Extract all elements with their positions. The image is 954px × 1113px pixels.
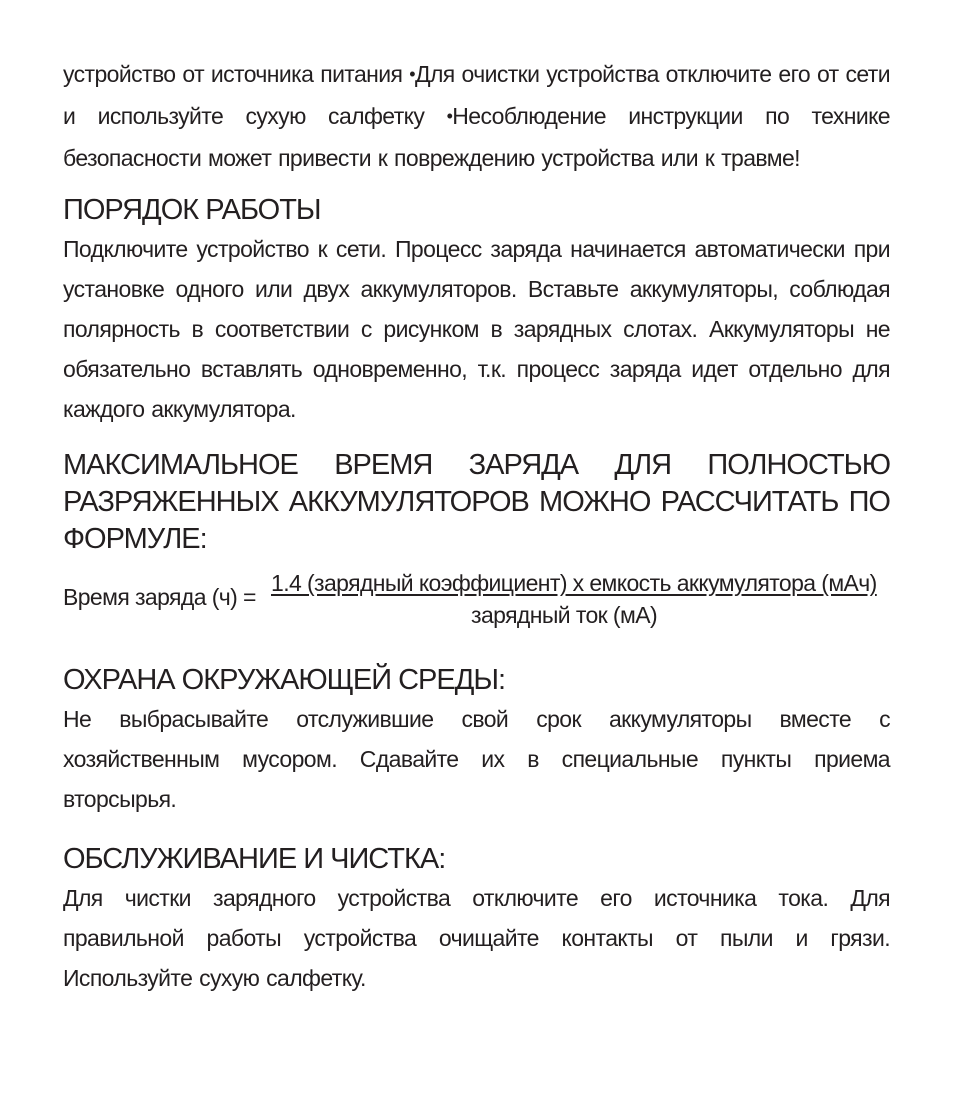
intro-paragraph (63, 54, 890, 178)
manual-page (63, 54, 890, 998)
intro-text-3: Несоблюдение инструкции по технике безопасности может привести к повреждению устройства или к травме! (63, 103, 890, 171)
section-text-order: Подключите устройство к сети. Процесс заряда начинается автоматически при установке одного или двух аккумуляторов. Вставьте аккумуляторы, соблюдая полярность в соответствии с рисунком в зарядных слотах. Аккумуляторы не обязательно вставлять одновременно, т.к. процесс заряда идет отдельно для каждого аккумулятора. (63, 236, 890, 422)
formula-numerator: 1.4 (зарядный коэффициент) х емкость аккумулятора (мАч) (271, 570, 877, 596)
charge-time-formula (63, 564, 890, 638)
section-text-maintenance: Для чистки зарядного устройства отключите его источника тока. Для правильной работы устройства очищайте контакты от пыли и грязи. Используйте сухую салфетку. (63, 885, 890, 991)
formula-label: Время заряда (ч) = (63, 584, 256, 610)
intro-text-1: устройство от источника питания (63, 61, 410, 87)
bullet-icon: • (409, 64, 415, 84)
bullet-icon: • (446, 106, 453, 126)
section-heading-environment: ОХРАНА ОКРУЖАЮЩЕЙ СРЕДЫ: (63, 664, 506, 696)
intro-text-2: Для очистки устройства отключите его от сети и используйте сухую салфетку (63, 61, 890, 129)
section-text-environment: Не выбрасывайте отслужившие свой срок аккумуляторы вместе с хозяйственным мусором. Сдавайте их в специальные пункты приема вторсырья. (63, 706, 890, 812)
section-heading-maintenance: ОБСЛУЖИВАНИЕ И ЧИСТКА: (63, 843, 446, 875)
section-heading-charge-time: МАКСИМАЛЬНОЕ ВРЕМЯ ЗАРЯДА ДЛЯ ПОЛНОСТЬЮ РАЗРЯЖЕННЫХ АККУМУЛЯТОРОВ МОЖНО РАССЧИТАТЬ ПО ФОРМУЛЕ: (63, 449, 890, 555)
section-heading-order: ПОРЯДОК РАБОТЫ (63, 194, 321, 226)
formula-denominator: зарядный ток (мА) (471, 602, 658, 628)
